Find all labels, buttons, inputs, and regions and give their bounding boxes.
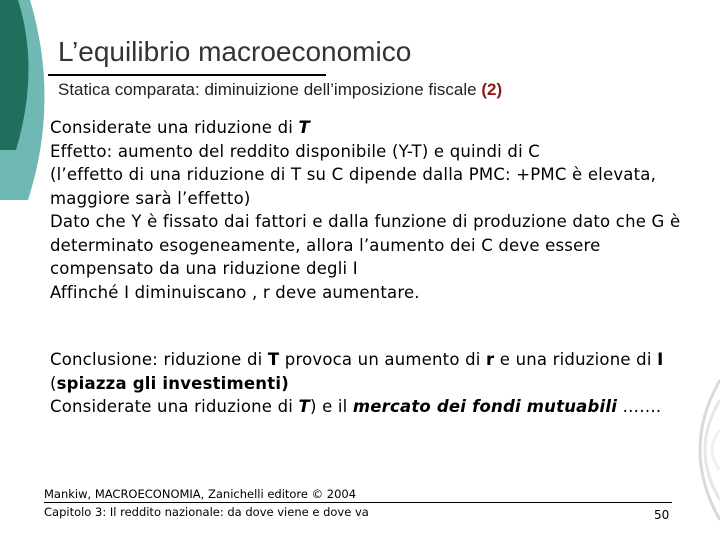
text-run: provoca un aumento di [279, 350, 486, 369]
body-paragraph-2 [50, 348, 700, 419]
title-underline [48, 74, 326, 76]
footer-credit: Mankiw, MACROECONOMIA, Zanichelli editore © 2004 [44, 487, 357, 501]
text-run: r [486, 350, 495, 369]
text-run: T [298, 118, 310, 137]
subtitle-prefix: Statica comparata: [58, 80, 205, 99]
text-run: mercato dei fondi mutuabili [352, 397, 618, 416]
footer-chapter: Capitolo 3: Il reddito nazionale: da dove viene e dove va [44, 505, 369, 519]
text-run: Considerate una riduzione di [50, 118, 299, 137]
text-run: Considerate una riduzione di [50, 397, 299, 416]
text-run: e una riduzione di [494, 350, 658, 369]
text-run: spiazza gli investimenti) [56, 373, 289, 393]
page-number: 50 [654, 508, 670, 522]
subtitle-number: (2) [481, 80, 503, 99]
slide-title: L’equilibrio macroeconomico [58, 36, 412, 67]
text-run: (l’effetto di una riduzione di T su C dipende dalla PMC: +PMC è elevata, maggiore sarà l’effetto) [50, 165, 657, 208]
slide-subtitle [58, 80, 502, 100]
text-run: ( [50, 373, 57, 393]
text-run: ) e il [309, 397, 353, 416]
text-run: ……. [617, 397, 662, 416]
text-run: T [298, 397, 310, 416]
subtitle-topic: diminuizione dell’imposizione fiscale [204, 80, 477, 99]
decorative-left-arc [0, 0, 50, 200]
body-paragraph-1 [50, 116, 700, 304]
text-run: Affinché I diminuiscano , r deve aumentare. [50, 282, 420, 302]
text-run: T [267, 350, 280, 369]
text-run: I [657, 350, 664, 369]
footer-divider [44, 502, 672, 503]
text-run: Effetto: aumento del reddito disponibile (Y-T) e quindi di C [50, 141, 541, 161]
text-run: Conclusione: riduzione di [50, 350, 268, 369]
text-run: Dato che Y è fissato dai fattori e dalla funzione di produzione dato che G è determinato esogeneamente, allora l’aumento dei C deve essere compensato da una riduzione degli I [50, 212, 681, 278]
